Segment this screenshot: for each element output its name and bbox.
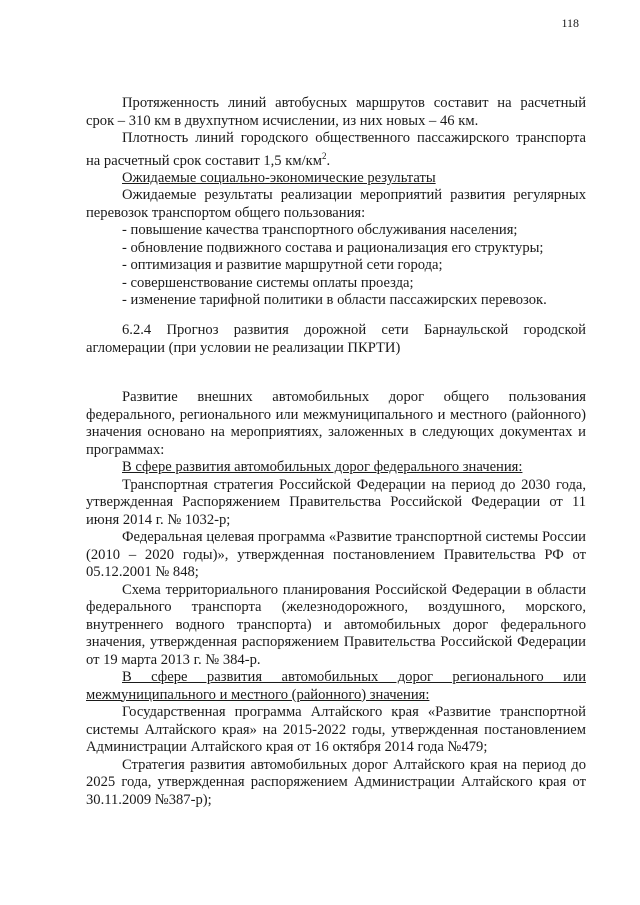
federal-heading: В сфере развития автомобильных дорог федерального значения: [122, 459, 523, 475]
regional-item: Стратегия развития автомобильных дорог Алтайского края на период до 2025 года, утвержденная распоряжением Администрации Алтайского края от 30.11.2009 №387-р); [86, 756, 586, 808]
results-intro: Ожидаемые результаты реализации мероприятий развития регулярных перевозок транспортом общего пользования: [86, 187, 586, 221]
results-list [86, 222, 586, 310]
list-item: - изменение тарифной политики в области пассажирских перевозок. [122, 292, 547, 309]
bus-routes-paragraph: Протяженность линий автобусных маршрутов составит на расчетный срок – 310 км в двухпутном исчислении, из них новых – 46 км. [86, 95, 586, 129]
road-intro-paragraph: Развитие внешних автомобильных дорог общего пользования федерального, регионального или межмуниципального и местного (районного) значения основано на мероприятиях, заложенных в следующих документах и программах: [86, 389, 586, 458]
list-item: - совершенствование системы оплаты проезда; [122, 274, 414, 291]
page-number: 118 [561, 16, 579, 30]
density-tail: . [326, 152, 331, 169]
road-programs-block [86, 389, 586, 809]
results-heading: Ожидаемые социально-экономические результаты [122, 169, 436, 186]
regional-item: Государственная программа Алтайского края «Развитие транспортной системы Алтайского края» на 2015-2022 годы, утвержденная постановлением Администрации Алтайского края от 16 октября 2014 года №479; [86, 704, 586, 755]
section-heading: 6.2.4 Прогноз развития дорожной сети Барнаульской городской агломерации (при условии не реализации ПКРТИ) [86, 322, 586, 356]
density-paragraph [86, 130, 586, 170]
federal-item: Транспортная стратегия Российской Федерации на период до 2030 года, утвержденная Распоряжением Правительства Российской Федерации от 11 июня 2014 г. № 1032-р; [86, 476, 586, 528]
density-text: Плотность линий городского общественного пассажирского транспорта на расчетный срок составит 1,5 км/км [86, 130, 586, 169]
transport-results-block [86, 95, 586, 310]
federal-item: Схема территориального планирования Российской Федерации в области федерального транспорта (железнодорожного, воздушного, морского, внутреннего водного транспорта) и автомобильных дорог федерального значения, утвержденная распоряжением Правительства Российской Федерации от 19 марта 2013 г. № 384-р. [86, 581, 586, 668]
list-item: - обновление подвижного состава и рационализация его структуры; [122, 239, 544, 256]
section-heading-block [86, 322, 586, 357]
federal-item: Федеральная целевая программа «Развитие транспортной системы России (2010 – 2020 годы)», утвержденная постановлением Правительства РФ от 05.12.2001 № 848; [86, 529, 586, 580]
list-item: - повышение качества транспортного обслуживания населения; [122, 222, 518, 239]
density-superscript: 2 [321, 150, 327, 161]
list-item: - оптимизация и развитие маршрутной сети города; [122, 257, 443, 274]
regional-heading: В сфере развития автомобильных дорог регионального или межмуниципального и местного (районного) значения: [86, 669, 586, 703]
